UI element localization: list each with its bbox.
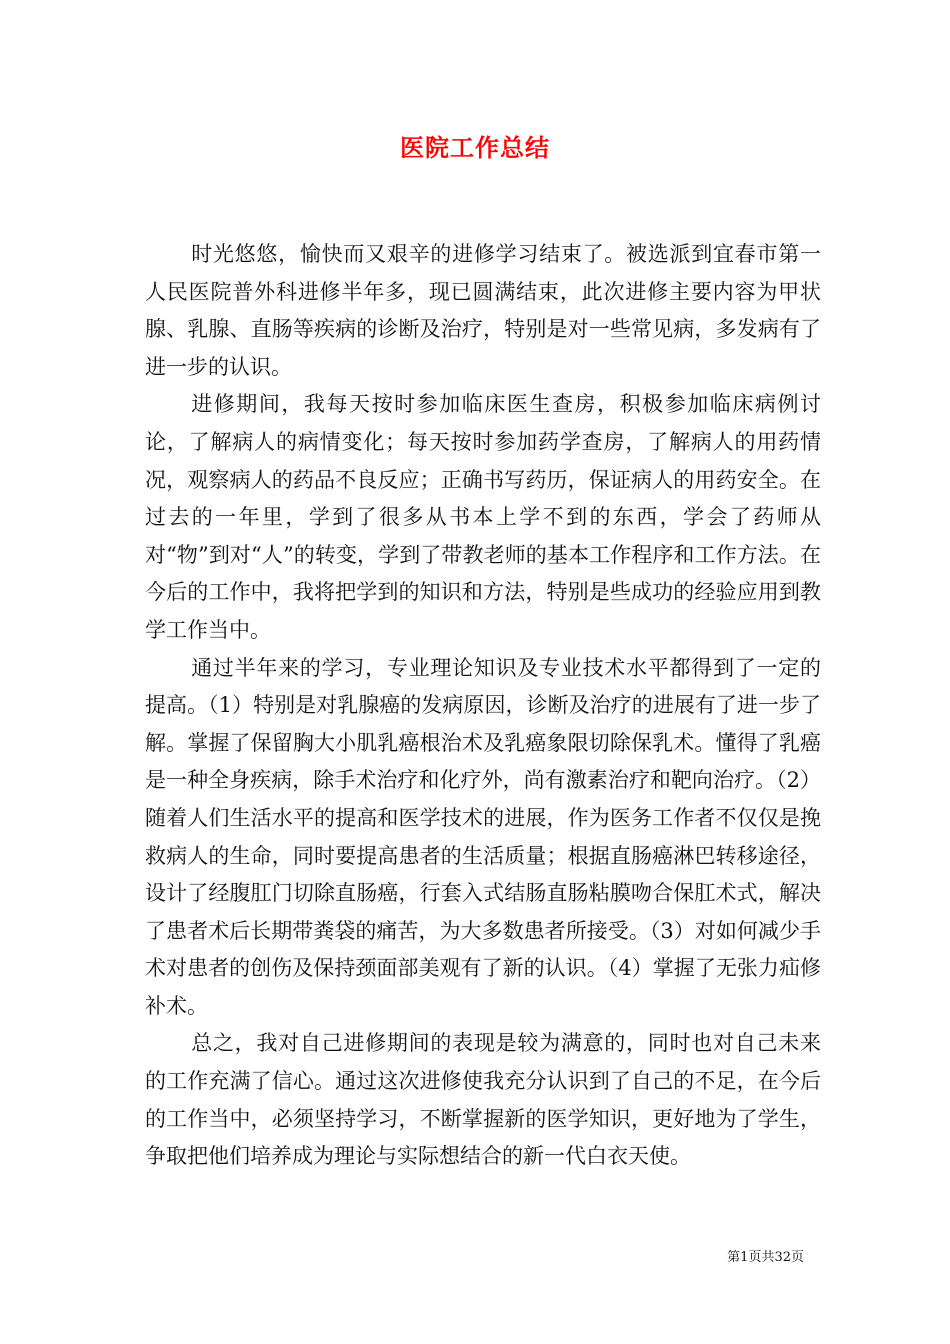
page-number: 第1页共32页: [727, 1250, 804, 1265]
document-body: [145, 236, 821, 1176]
paragraph-3: 通过半年来的学习，专业理论知识及专业技术水平都得到了一定的提高。（1）特别是对乳腺癌的发病原因，诊断及治疗的进展有了进一步了解。掌握了保留胸大小肌乳癌根治术及乳癌象限切除保乳术。懂得了乳癌是一种全身疾病，除手术治疗和化疗外，尚有激素治疗和靶向治疗。（2）随着人们生活水平的提高和医学技术的进展，作为医务工作者不仅仅是挽救病人的生命，同时要提高患者的生活质量；根据直肠癌淋巴转移途径，设计了经腹肛门切除直肠癌，行套入式结肠直肠粘膜吻合保肛术式，解决了患者术后长期带粪袋的痛苦，为大多数患者所接受。（3）对如何减少手术对患者的创伤及保持颈面部美观有了新的认识。（4）掌握了无张力疝修补术。: [145, 655, 821, 1018]
paragraph-2: 进修期间，我每天按时参加临床医生查房，积极参加临床病例讨论，了解病人的病情变化；每天按时参加药学查房，了解病人的用药情况，观察病人的药品不良反应；正确书写药历，保证病人的用药安全。在过去的一年里，学到了很多从书本上学不到的东西，学会了药师从对“物”到对“人”的转变，学到了带教老师的基本工作程序和工作方法。在今后的工作中，我将把学到的知识和方法，特别是些成功的经验应用到教学工作当中。: [145, 392, 821, 642]
document-title: 医院工作总结: [400, 133, 550, 162]
paragraph-4: 总之，我对自己进修期间的表现是较为满意的，同时也对自己未来的工作充满了信心。通过这次进修使我充分认识到了自己的不足，在今后的工作当中，必须坚持学习，不断掌握新的医学知识，更好地为了学生，争取把他们培养成为理论与实际想结合的新一代白衣天使。: [145, 1031, 821, 1169]
paragraph-1: 时光悠悠，愉快而又艰辛的进修学习结束了。被选派到宜春市第一人民医院普外科进修半年多，现已圆满结束，此次进修主要内容为甲状腺、乳腺、直肠等疾病的诊断及治疗，特别是对一些常见病，多发病有了进一步的认识。: [145, 242, 821, 379]
